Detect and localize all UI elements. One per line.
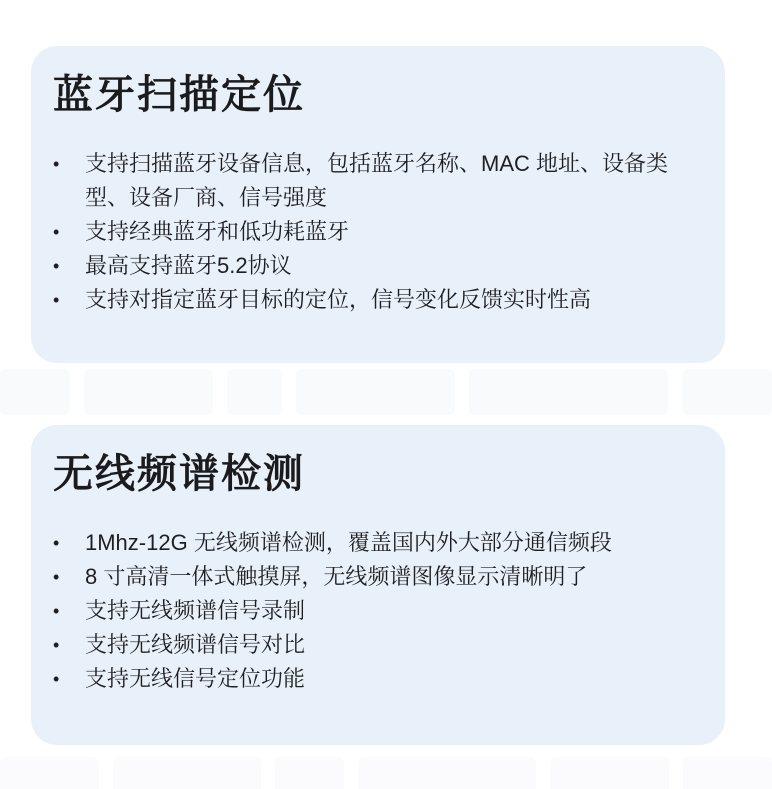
- faded-block: [0, 369, 70, 415]
- faded-background-row: [0, 369, 772, 415]
- feature-text: 支持对指定蓝牙目标的定位，信号变化反馈实时性高: [85, 287, 592, 312]
- feature-list-bluetooth: [53, 147, 695, 317]
- bullet-icon: •: [53, 567, 60, 587]
- faded-block: [296, 369, 455, 415]
- feature-card-spectrum: [31, 425, 725, 745]
- feature-item: [53, 215, 695, 249]
- faded-block: [358, 757, 536, 789]
- faded-block: [227, 369, 282, 415]
- card-title-bluetooth: 蓝牙扫描定位: [53, 73, 305, 117]
- faded-block: [0, 757, 99, 789]
- faded-block: [682, 369, 772, 415]
- faded-block: [84, 369, 213, 415]
- faded-block: [275, 757, 344, 789]
- feature-text: 支持无线频谱信号对比: [85, 632, 306, 657]
- bullet-icon: •: [53, 635, 60, 655]
- card-title-spectrum: 无线频谱检测: [53, 452, 305, 496]
- feature-text: 支持经典蓝牙和低功耗蓝牙: [85, 219, 350, 244]
- feature-item: [53, 147, 695, 215]
- feature-item: [53, 628, 695, 662]
- bullet-icon: •: [53, 669, 60, 689]
- feature-text: 最高支持蓝牙5.2协议: [85, 253, 292, 278]
- feature-text: 支持扫描蓝牙设备信息，包括蓝牙名称、MAC 地址、设备类型、设备厂商、信号强度: [85, 151, 669, 210]
- faded-block: [469, 369, 668, 415]
- faded-block: [550, 757, 669, 789]
- feature-item: [53, 662, 695, 696]
- bullet-icon: •: [53, 154, 60, 174]
- feature-card-bluetooth: [31, 46, 725, 363]
- feature-text: 8 寸高清一体式触摸屏，无线频谱图像显示清晰明了: [85, 564, 588, 589]
- feature-text: 1Mhz-12G 无线频谱检测，覆盖国内外大部分通信频段: [85, 530, 612, 555]
- faded-background-row: [0, 757, 772, 789]
- feature-item: [53, 283, 695, 317]
- faded-block: [683, 757, 772, 789]
- feature-item: [53, 526, 695, 560]
- bullet-icon: •: [53, 533, 60, 553]
- feature-list-spectrum: [53, 526, 695, 696]
- feature-item: [53, 249, 695, 283]
- faded-block: [113, 757, 261, 789]
- bullet-icon: •: [53, 256, 60, 276]
- bullet-icon: •: [53, 222, 60, 242]
- feature-item: [53, 594, 695, 628]
- feature-text: 支持无线信号定位功能: [85, 666, 306, 691]
- feature-text: 支持无线频谱信号录制: [85, 598, 306, 623]
- feature-item: [53, 560, 695, 594]
- bullet-icon: •: [53, 601, 60, 621]
- bullet-icon: •: [53, 290, 60, 310]
